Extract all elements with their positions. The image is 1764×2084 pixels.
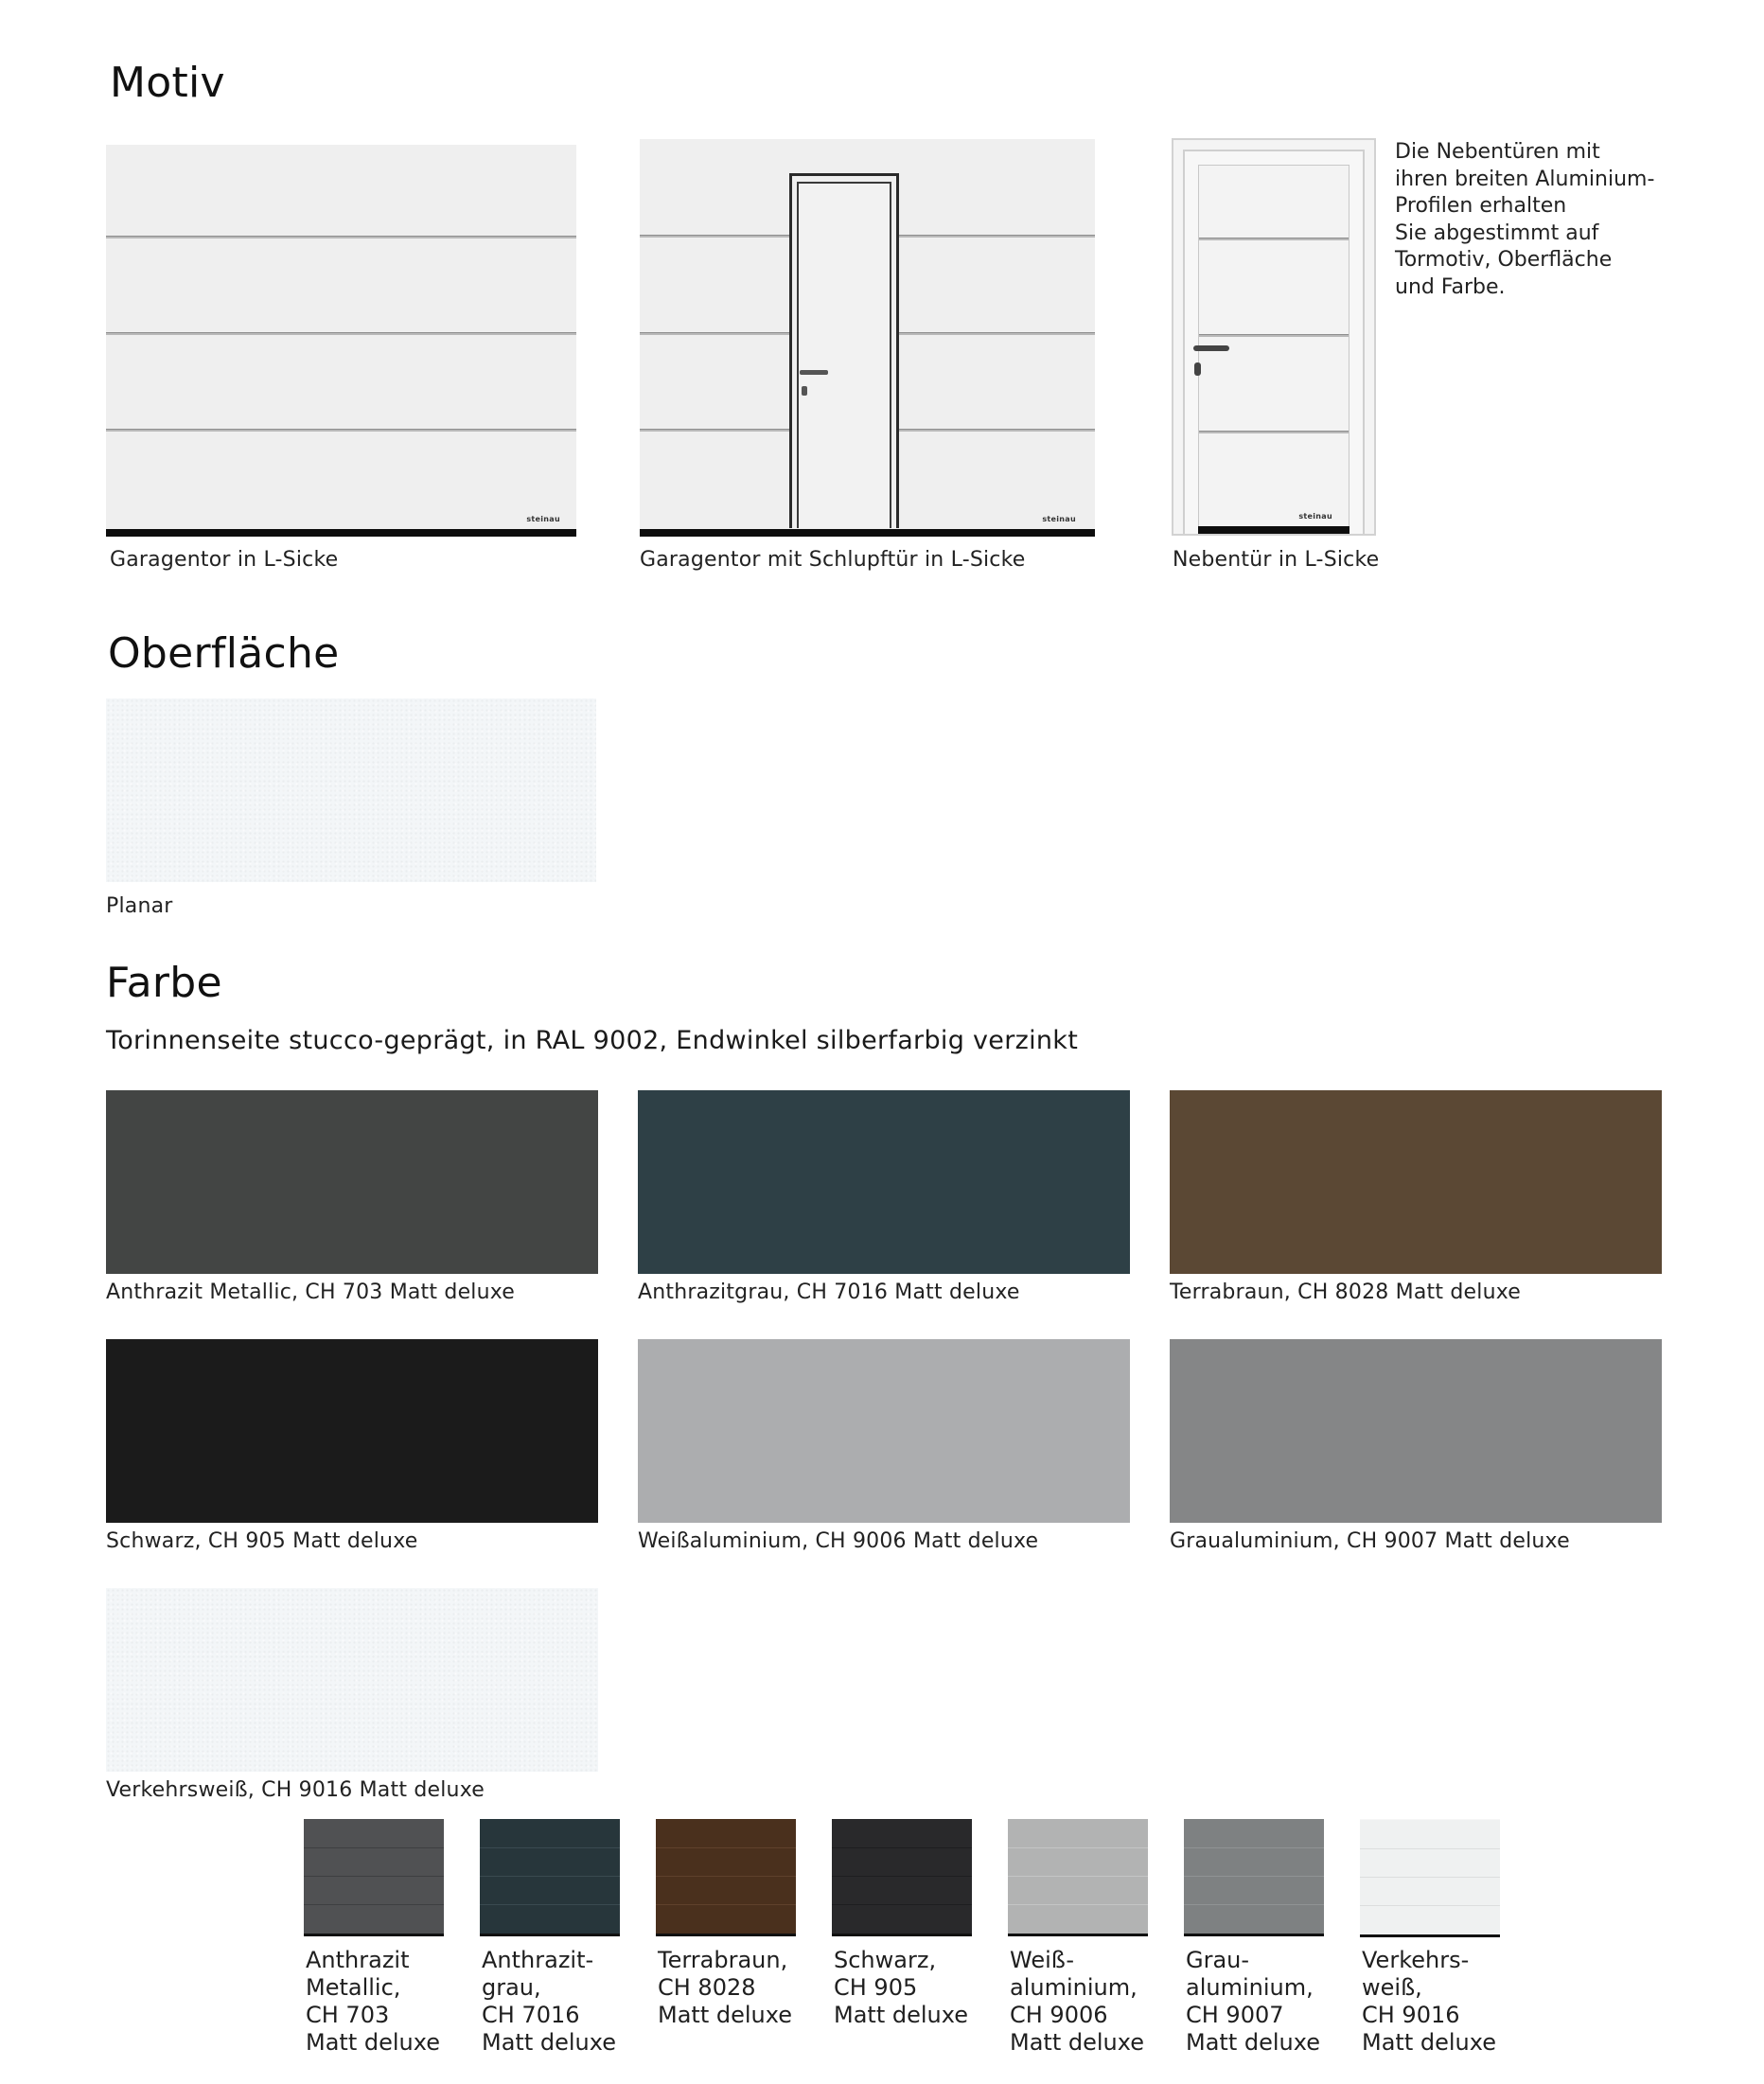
mini-swatch-label-line: weiß,: [1362, 1974, 1422, 2001]
mini-swatch-label: [658, 1947, 792, 2029]
panel-groove: [304, 1876, 444, 1877]
mini-swatch-label-line: Matt deluxe: [834, 2002, 968, 2028]
color-swatch-label: Anthrazitgrau, CH 7016 Matt deluxe: [638, 1280, 1020, 1304]
mini-door-swatch: [656, 1819, 796, 1936]
surface-planar-swatch: [106, 698, 596, 882]
mini-swatch-label-line: Matt deluxe: [1010, 2029, 1144, 2056]
garage-door-image: [106, 145, 576, 537]
panel-groove: [304, 1904, 444, 1905]
keyhole-icon: [802, 386, 807, 396]
mini-door-swatch: [304, 1819, 444, 1936]
bottom-rail: [1360, 1934, 1500, 1937]
color-swatch-label: Terrabraun, CH 8028 Matt deluxe: [1170, 1280, 1522, 1304]
panel-groove: [656, 1847, 796, 1848]
mini-swatch-label-line: Schwarz,: [834, 1947, 937, 1973]
caption-side-door: Nebentür in L-Sicke: [1173, 548, 1380, 572]
note-line: Sie abgestimmt auf: [1395, 221, 1599, 245]
panel-groove: [480, 1876, 620, 1877]
mini-swatch-label-line: CH 9007: [1186, 2002, 1284, 2028]
garage-door-with-wicket-image: [640, 139, 1095, 537]
panel-groove: [1360, 1848, 1500, 1849]
panel-groove: [1008, 1904, 1148, 1905]
bottom-rail: [832, 1934, 972, 1936]
motiv-heading: Motiv: [110, 59, 225, 107]
oberflaeche-heading: Oberfläche: [108, 629, 340, 678]
mini-swatch-label-line: Matt deluxe: [1362, 2029, 1496, 2056]
panel-groove: [1199, 238, 1349, 240]
color-swatch-label: Anthrazit Metallic, CH 703 Matt deluxe: [106, 1280, 516, 1304]
color-swatch: [638, 1339, 1130, 1523]
mini-swatch-label-line: Grau-: [1186, 1947, 1250, 1973]
note-line: Die Nebentüren mit: [1395, 140, 1600, 164]
brand-logo: steinau: [526, 515, 560, 523]
panel-groove: [480, 1904, 620, 1905]
color-swatch: [106, 1090, 598, 1274]
mini-swatch-label-line: grau,: [482, 1974, 541, 2001]
farbe-heading: Farbe: [106, 959, 222, 1007]
mini-door-swatch: [480, 1819, 620, 1936]
wicket-door-frame: [789, 173, 899, 528]
panel-groove: [1199, 334, 1349, 337]
mini-swatch-label: [482, 1947, 616, 2057]
color-swatch: [638, 1090, 1130, 1274]
mini-swatch-label-line: CH 905: [834, 1974, 918, 2001]
note-line: Profilen erhalten: [1395, 194, 1567, 218]
mini-door-swatch: [1008, 1819, 1148, 1936]
panel-groove: [106, 429, 576, 432]
mini-swatch-label-line: Matt deluxe: [482, 2029, 616, 2056]
note-line: und Farbe.: [1395, 274, 1506, 299]
panel-groove: [1184, 1904, 1324, 1905]
bottom-rail: [106, 529, 576, 537]
mini-swatch-label-line: aluminium,: [1010, 1974, 1138, 2001]
mini-swatch-label-line: Anthrazit-: [482, 1947, 594, 1973]
brand-logo: steinau: [1042, 515, 1076, 523]
mini-swatch-label-line: Verkehrs-: [1362, 1947, 1470, 1973]
side-door-note: [1395, 139, 1679, 301]
panel-groove: [832, 1876, 972, 1877]
mini-swatch-label: [1362, 1947, 1496, 2057]
color-swatch: [1170, 1339, 1662, 1523]
panel-groove: [480, 1847, 620, 1848]
mini-swatch-label: [1186, 1947, 1320, 2057]
color-swatch-label: Verkehrsweiß, CH 9016 Matt deluxe: [106, 1778, 485, 1802]
color-swatch: [106, 1339, 598, 1523]
side-door-leaf: [1198, 165, 1349, 534]
panel-groove: [1184, 1847, 1324, 1848]
door-handle-icon: [1193, 345, 1229, 351]
side-door-image: [1172, 138, 1376, 536]
bottom-rail: [480, 1934, 620, 1936]
bottom-rail: [640, 529, 1095, 537]
mini-swatch-label-line: Metallic,: [306, 1974, 401, 2001]
color-swatch: [1170, 1090, 1662, 1274]
panel-groove: [106, 236, 576, 238]
color-swatch-label: Schwarz, CH 905 Matt deluxe: [106, 1529, 418, 1553]
mini-swatch-label: [306, 1947, 440, 2057]
caption-garage-door-wicket: Garagentor mit Schlupftür in L-Sicke: [640, 548, 1026, 572]
panel-groove: [832, 1847, 972, 1848]
color-swatch-label: Graualuminium, CH 9007 Matt deluxe: [1170, 1529, 1570, 1553]
wicket-door-leaf: [797, 182, 891, 528]
bottom-rail: [1008, 1934, 1148, 1936]
mini-swatch-label-line: Weiß-: [1010, 1947, 1074, 1973]
mini-swatch-label-line: CH 7016: [482, 2002, 580, 2028]
door-handle-icon: [800, 370, 828, 375]
mini-swatch-label-line: Matt deluxe: [306, 2029, 440, 2056]
mini-door-swatch: [1360, 1819, 1500, 1937]
panel-groove: [1360, 1877, 1500, 1878]
panel-groove: [1360, 1905, 1500, 1906]
mini-swatch-label-line: CH 9006: [1010, 2002, 1108, 2028]
panel-groove: [1184, 1876, 1324, 1877]
mini-swatch-label-line: CH 703: [306, 2002, 390, 2028]
caption-garage-door: Garagentor in L-Sicke: [110, 548, 339, 572]
panel-groove: [1008, 1876, 1148, 1877]
mini-swatch-label-line: Matt deluxe: [1186, 2029, 1320, 2056]
note-line: ihren breiten Aluminium-: [1395, 167, 1655, 191]
mini-swatch-label-line: Terrabraun,: [658, 1947, 788, 1973]
bottom-rail: [304, 1934, 444, 1936]
mini-swatch-label: [834, 1947, 968, 2029]
farbe-subtitle: Torinnenseite stucco-geprägt, in RAL 9002, Endwinkel silberfarbig verzinkt: [106, 1026, 1079, 1055]
bottom-rail: [1184, 1934, 1324, 1936]
mini-swatch-label-line: Anthrazit: [306, 1947, 410, 1973]
mini-swatch-label-line: aluminium,: [1186, 1974, 1314, 2001]
keyhole-icon: [1194, 362, 1201, 376]
panel-groove: [656, 1904, 796, 1905]
mini-swatch-label-line: CH 8028: [658, 1974, 756, 2001]
brand-logo: steinau: [1298, 512, 1332, 521]
side-door-frame: [1183, 150, 1365, 534]
color-swatch: [106, 1588, 598, 1772]
panel-groove: [1008, 1847, 1148, 1848]
mini-door-swatch: [832, 1819, 972, 1936]
mini-swatch-label-line: CH 9016: [1362, 2002, 1460, 2028]
mini-door-swatch: [1184, 1819, 1324, 1936]
panel-groove: [656, 1876, 796, 1877]
color-swatch-label: Weißaluminium, CH 9006 Matt deluxe: [638, 1529, 1039, 1553]
mini-swatch-label-line: Matt deluxe: [658, 2002, 792, 2028]
caption-planar: Planar: [106, 894, 173, 918]
mini-swatch-label: [1010, 1947, 1144, 2057]
panel-groove: [1199, 431, 1349, 433]
panel-groove: [106, 332, 576, 335]
panel-groove: [832, 1904, 972, 1905]
bottom-rail: [656, 1934, 796, 1936]
note-line: Tormotiv, Oberfläche: [1395, 248, 1613, 272]
panel-groove: [304, 1847, 444, 1848]
bottom-rail: [1198, 526, 1349, 534]
